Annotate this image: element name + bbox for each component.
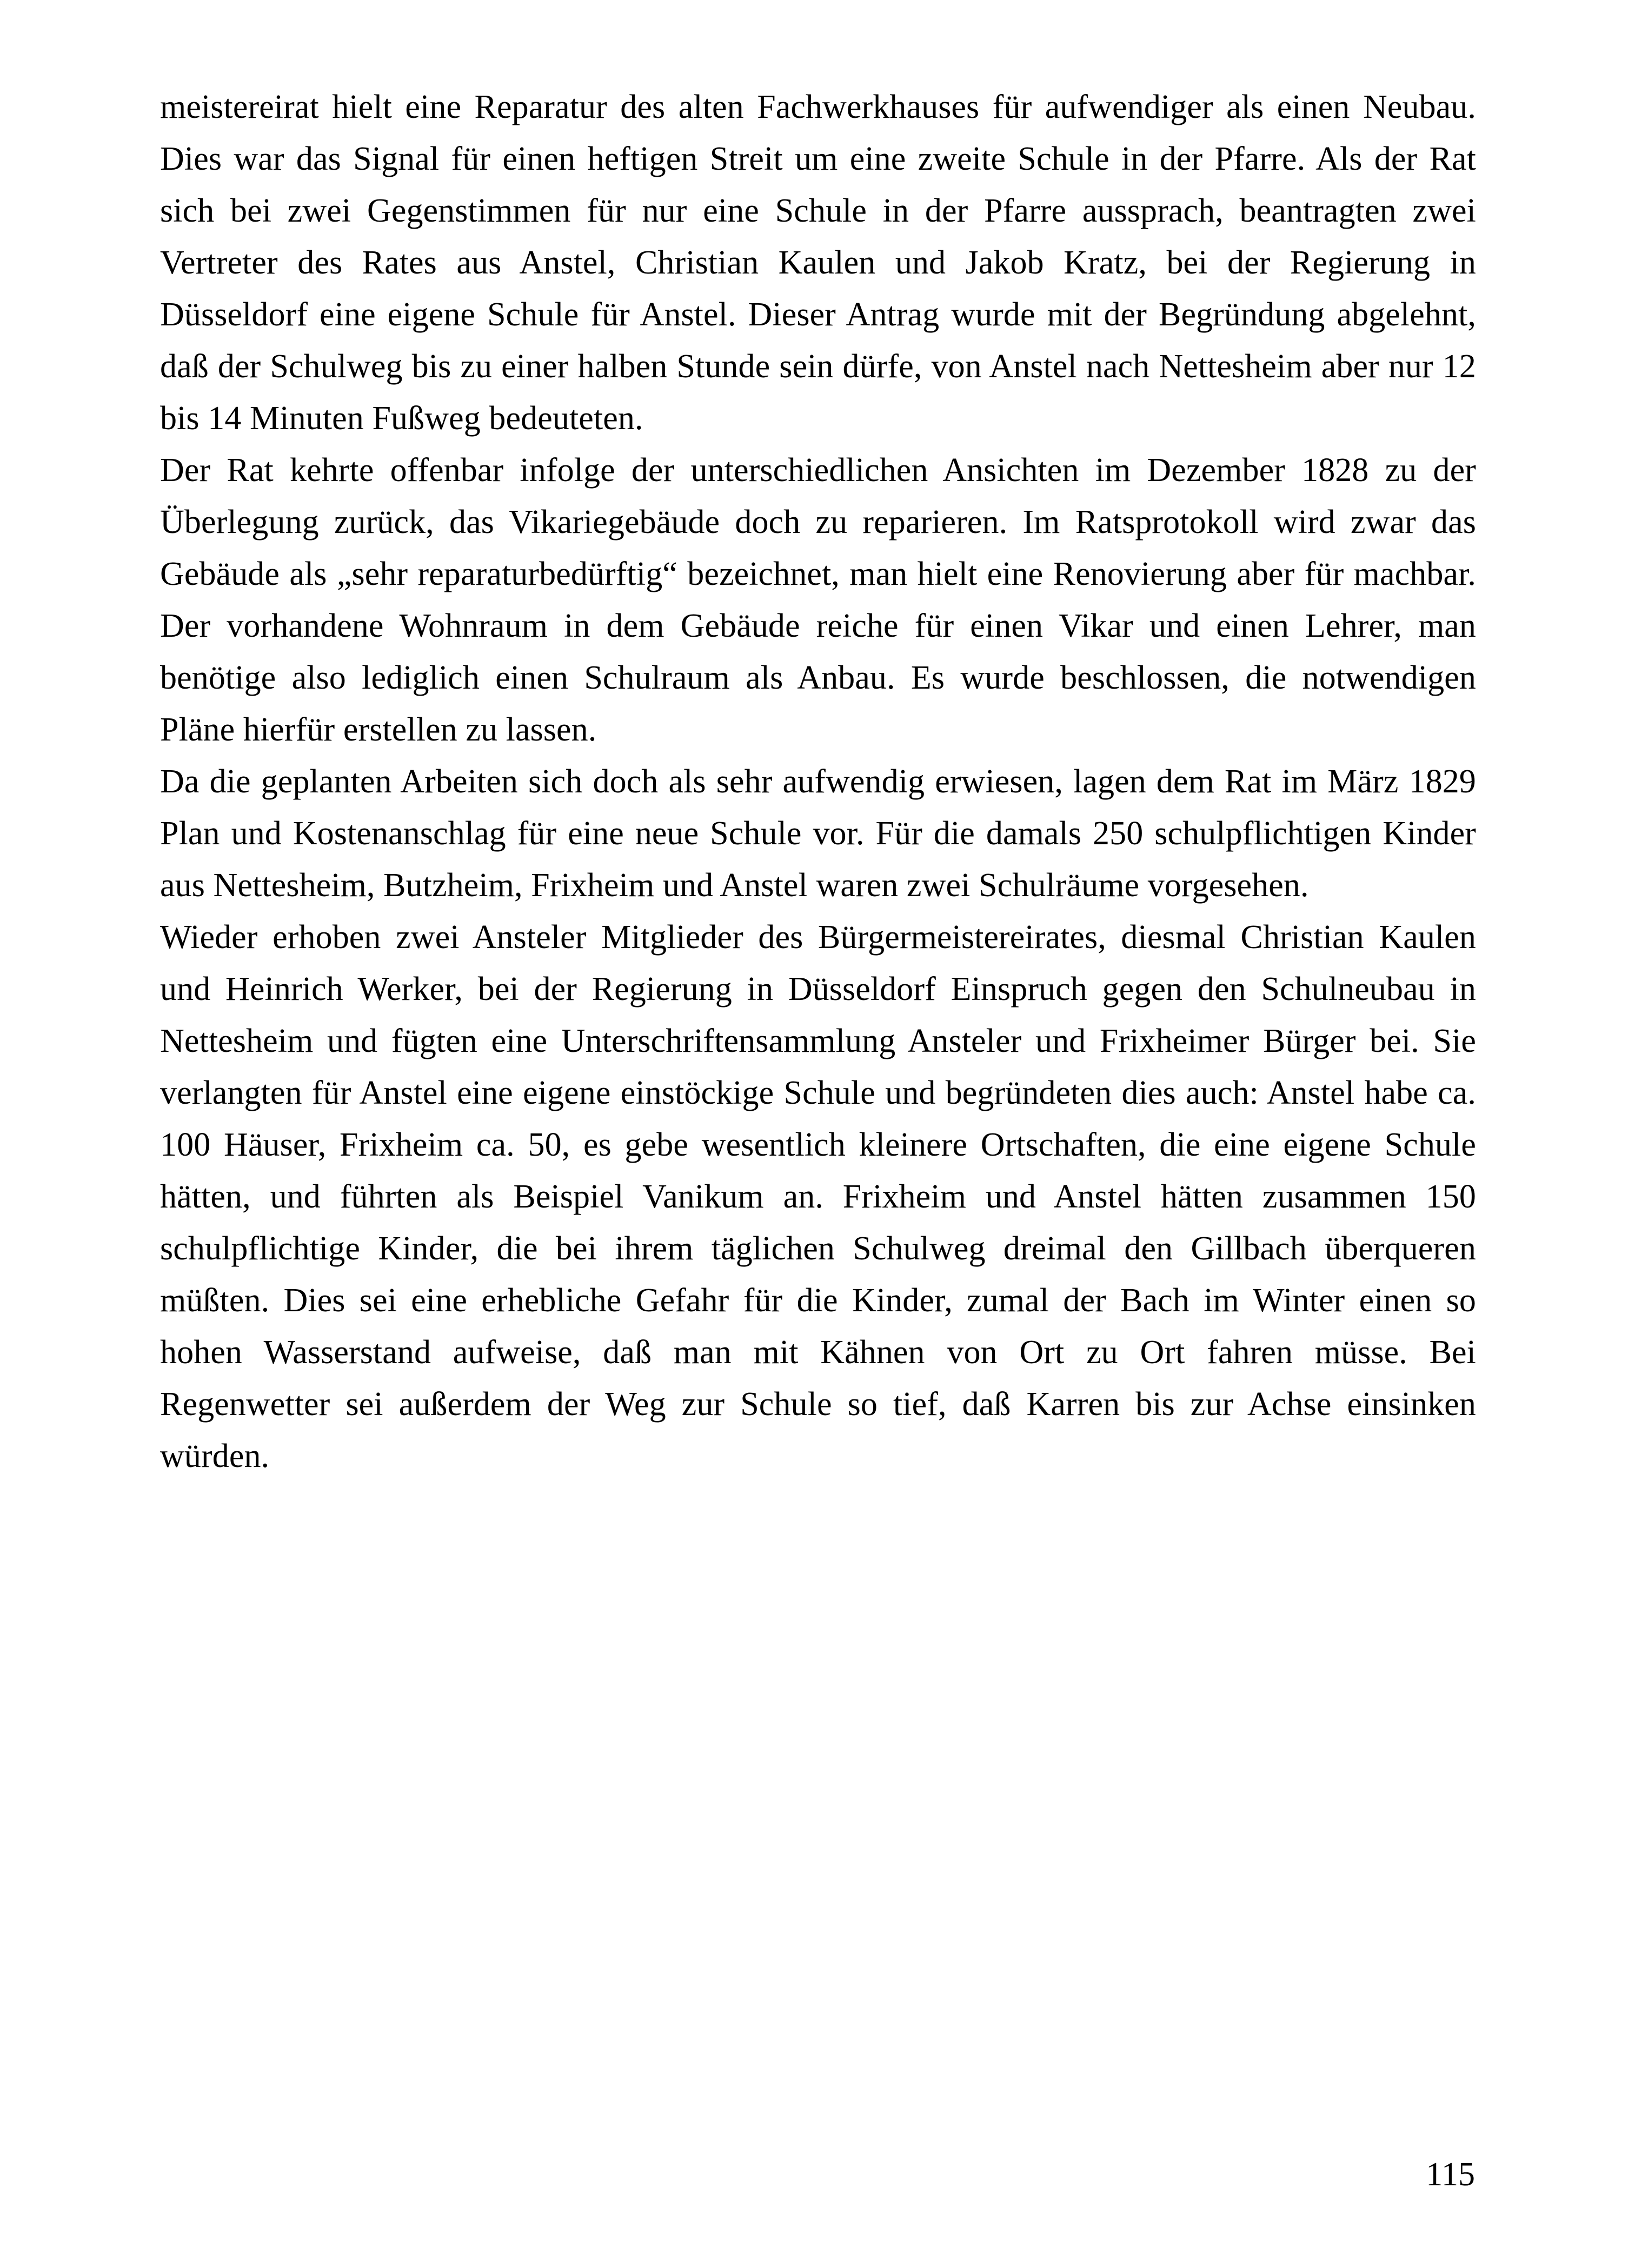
- page-number: 115: [1426, 2156, 1475, 2193]
- paragraph: meistereirat hielt eine Reparatur des alten Fachwerkhauses für aufwendiger als einen Neubau. Dies war das Signal für einen heftigen Streit um eine zweite Schule in der Pfarre. Als der Rat sich bei zwei Gegenstimmen für nur eine Schule in der Pfarre aussprach, beantragten zwei Vertreter des Rates aus Anstel, Christian Kaulen und Jakob Kratz, bei der Regierung in Düsseldorf eine eigene Schule für Anstel. Dieser Antrag wurde mit der Begründung abgelehnt, daß der Schulweg bis zu einer halben Stunde sein dürfe, von Anstel nach Nettesheim aber nur 12 bis 14 Minuten Fußweg bedeuteten.: [160, 89, 1476, 437]
- paragraph: Wieder erhoben zwei Ansteler Mitglieder des Bürgermeistereirates, diesmal Christian Kaulen und Heinrich Werker, bei der Regierung in Düsseldorf Einspruch gegen den Schulneubau in Nettesheim und fügten eine Unterschriftensammlung Ansteler und Frixheimer Bürger bei. Sie verlangten für Anstel eine eigene einstöckige Schule und begründeten dies auch: Anstel habe ca. 100 Häuser, Frixheim ca. 50, es gebe wesentlich kleinere Ortschaften, die eine eigene Schule hätten, und führten als Beispiel Vanikum an. Frixheim und Anstel hätten zusammen 150 schulpflichtige Kinder, die bei ihrem täglichen Schulweg dreimal den Gillbach überqueren müßten. Dies sei eine erhebliche Gefahr für die Kinder, zumal der Bach im Winter einen so hohen Wasserstand aufweise, daß man mit Kähnen von Ort zu Ort fahren müsse. Bei Regenwetter sei außerdem der Weg zur Schule so tief, daß Karren bis zur Achse einsinken würden.: [160, 919, 1476, 1475]
- paragraph: Da die geplanten Arbeiten sich doch als sehr aufwendig erwiesen, lagen dem Rat im März 1829 Plan und Kostenanschlag für eine neue Schule vor. Für die damals 250 schulpflichtigen Kinder aus Nettesheim, Butzheim, Frixheim und Anstel waren zwei Schulräume vorgesehen.: [160, 763, 1476, 904]
- page-body-text: [160, 81, 1476, 1482]
- paragraph: Der Rat kehrte offenbar infolge der unterschiedlichen Ansichten im Dezember 1828 zu der Überlegung zurück, das Vikariegebäude doch zu reparieren. Im Ratsprotokoll wird zwar das Gebäude als „sehr reparaturbedürftig“ bezeichnet, man hielt eine Renovierung aber für machbar. Der vorhandene Wohnraum in dem Gebäude reiche für einen Vikar und einen Lehrer, man benötige also lediglich einen Schulraum als Anbau. Es wurde beschlossen, die notwendigen Pläne hierfür erstellen zu lassen.: [160, 452, 1476, 748]
